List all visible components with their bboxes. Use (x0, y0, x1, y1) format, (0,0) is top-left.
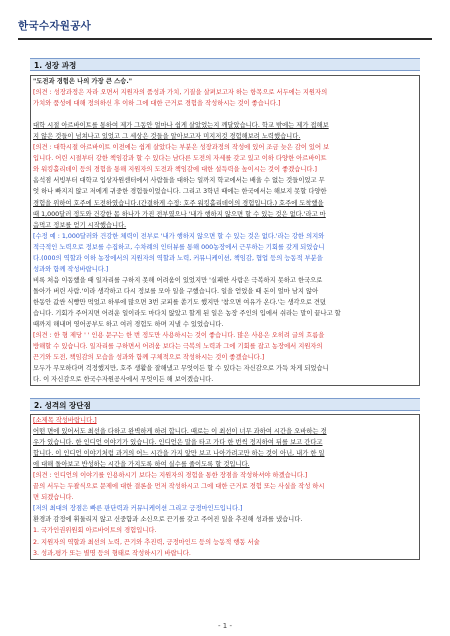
section-0-line: "도전과 경험은 나의 가장 큰 스승." (33, 78, 132, 85)
section-content-growth (30, 75, 420, 386)
section-1-line: 에 대해 돌아보고 반성하는 시간을 가지도록 하여 실수를 줄이도록 할 것입니다. (33, 461, 250, 469)
section-0-line: 성과와 함께 작성바랍니다.] (33, 265, 109, 273)
section-0-line: 옴석점 서빙부터 대학교 입상자원센터에서 사람들을 대하는 일까지 학교에서는 배울 수 없는 것들이었고 무 (33, 177, 325, 185)
section-0-line: 때 1,000달러 정도와 건강한 몸 하나가 가진 전부였으나 '내가 행하지 않으면 할 수 있는 것은 없다.'라고 마 (33, 210, 326, 218)
section-0-line: 비록 처음 이동했을 때 일자리를 구하지 못해 어려움이 있었지만 '실패한 사람은 극복하지 못하고 한국으로 (33, 276, 323, 284)
page-number: - 1 - (218, 622, 232, 630)
section-1-line: 3. 성과,평가 또는 별명 등의 형태로 작성하시기 바랍니다. (33, 549, 191, 557)
section-0-line: [의견 : 성장과정은 자라 오면서 지원자의 품성과 가치, 기질을 살펴보고자 하는 항목으로 서두에는 지원자의 (33, 89, 328, 97)
section-1-line: [소제목 작성바랍니다.] (33, 417, 97, 424)
section-title-growth: 1. 성장 과정 (30, 58, 420, 71)
section-0-line: 다. 이 자신감으로 한국수자원공사에서 무엇이든 해 보이겠습니다. (33, 376, 214, 384)
section-0-line: 습니다. 기회가 주어지면 어려운 일이라도 마다치 않았고 할게 된 일은 농장 주인의 입에서 쉬라는 말이 끝나고 할 (33, 309, 341, 317)
section-1-line: 면 되겠습니다. (33, 494, 74, 502)
section-1-line: [저의 최대의 장점은 빠른 판단력과 커뮤니케이션 그리고 긍정마인드입니다.] (33, 505, 243, 513)
section-1-line: 우가 있습니다. 한 인디언 이야기가 있습니다. 인디언은 말을 타고 가다 한 번씩 정지하여 뒤를 보고 간다고 (33, 439, 323, 447)
header-rule (18, 38, 432, 40)
section-1-line: 합니다. 이 인디언 이야기처럼 과거의 어느 시간을 가지 앞만 보고 나아가려고만 하는 것이 아닌, 내가 한 일 (33, 450, 325, 458)
section-0-line: 돌아가 버린 사람.'이라 생각하고 다시 정보를 모아 일을 구했습니다. 일을 얻었을 때 돈이 얼마 남지 않아 (33, 287, 319, 295)
section-title-personality: 2. 성격의 장단점 (30, 398, 420, 411)
section-content-personality (30, 414, 420, 560)
section-1-line: 환경과 감정에 휘둘리지 않고 신중함과 소신으로 끈기를 갖고 주어진 일을 추진해 성과를 냈습니다. (33, 516, 303, 524)
section-0-line: 지 않은 것들이 넘쳐나고 있었고 그 세상은 것들을 알아보고자 미지저것 경험해보려 노력했습니다. (33, 133, 301, 141)
section-0-line: 적극적인 노력으로 정보를 수집하고, 수차례의 인터뷰를 통해 000농장에서 근무하는 기회를 갖게 되었습니 (33, 243, 325, 251)
section-0-line: [수정 예 : 1,000달러와 건강한 체력이 전부로 '내가 행하지 않으면 할 수 있는 것은 없다.'라는 강한 의지와 (33, 232, 325, 240)
section-0-line: 엇 하나 빠지지 않고 저에게 귀중한 경험들이었습니다. 그리고 3학년 때에는 한국에서는 해보지 못할 다양한 (33, 188, 327, 196)
section-0-line: 방해할 수 있습니다. 일자리를 구하면서 어려움 보다는 극복의 노력과 그에 기회를 잡고 농장에서 지원자의 (33, 343, 323, 351)
section-0-line: 와 워킹홀리데이 등의 경험을 통해 지원자의 도전과 책임감에 대한 설득력을 높이시는 것이 좋겠습니다.] (33, 166, 317, 174)
section-0-line: 입니다. 어린 시절부터 강한 책임감과 할 수 있다는 남다른 도전의 자세를 갖고 있고 이하 다양한 아르바이트 (33, 155, 327, 163)
section-0-line: 다.(000의 역할과 이하 농장에서의 지원자의 역할과 노력, 커뮤니케이션, 책임감, 협업 등의 능동적 부분을 (33, 254, 323, 262)
section-0-line: 끈기와 도전, 책임감의 모습을 성과와 함께 구체적으로 작성하시는 것이 좋겠습니다.] (33, 354, 265, 362)
company-logo: 한국수자원공사 (18, 20, 92, 32)
section-0-line: 때까지 해내며 영어공부도 하고 여러 경험도 하며 지낼 수 있었습니다. (33, 321, 224, 329)
section-0-line: 경험을 위하여 호주에 도전하였습니다.(간결하게 수정: 호주 워킹홀리데이의 경험입니다.) 호주에 도착했을 (33, 199, 324, 207)
section-0-line: 음먹고 정보를 얻기 시작했습니다. (33, 221, 127, 229)
section-1-line: 2. 지원자의 역할과 최선의 노력, 끈기와 추진력, 긍정마인드 등의 능동적 행동 서술 (33, 538, 260, 546)
section-1-line: 1. 국가인권위원회 아르바이트의 경험입니다. (33, 527, 157, 535)
section-0-line: [의견 : 대학시절 아르바이트 이전에는 쉽게 살았다는 부분은 성장과정의 작성에 있어 조금 늦은 감이 있어 보 (33, 144, 330, 152)
section-0-line: 모두가 무모하다며 걱정했지만, 호주 생활을 잘해냈고 무엇이든 할 수 있다는 자신감으로 가득 차게 되었습니 (33, 365, 329, 373)
section-1-line: [의견 : 인디언의 이야기를 인용하시기 보다는 지원자의 경험을 통한 장점을 작성하셔야 하겠습니다.] (33, 472, 308, 480)
section-0-line: 한동안 값싼 식빵만 먹었고 하루에 많으면 3번 코피를 쏟기도 했지만 '참으면 여유가 온다.'는 생각으로 견뎠 (33, 298, 326, 306)
section-0-line (31, 109, 419, 120)
section-1-line: 끝의 서두는 두괄식으로 문제에 대한 결론을 먼저 작성하시고 그에 대한 근거로 경험 또는 사실을 작성 하시 (33, 483, 325, 491)
section-0-line: [의견 : 한 형 제당 ' ' 인용 문구는 한 번 정도만 사용하시는 것이 좋습니다. 많은 사용은 오히려 글의 흐름을 (33, 332, 325, 340)
section-0-line: 가치와 품성에 대해 정의하신 후 이하 그에 대한 근거로 경험을 작성하시는 것이 좋습니다.] (33, 100, 281, 108)
section-0-line: 대학 시절 아르바이트를 통하여 제가 그동안 얼마나 쉽게 살았었는지 깨달았습니다. 학교 밖에는 제가 접해보 (33, 122, 329, 130)
section-1-line: 어떤 면에 있어서도 최선을 다하고 완벽하게 하려 합니다. 때로는 이 최선이 너무 과하여 시간을 오바하는 경 (33, 428, 327, 436)
